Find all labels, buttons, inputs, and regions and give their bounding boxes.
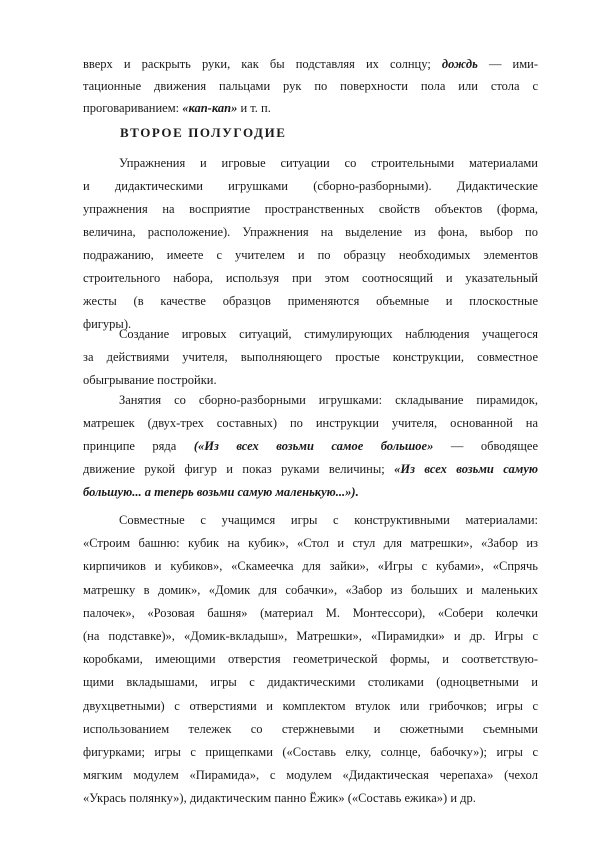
text-line: «Строим башню: кубик на кубик», «Стол и стул для матрешки», «Забор из (83, 536, 538, 551)
text-line: матрешку в домик», «Домик для собачки», «Забор из больших и маленьких (83, 582, 538, 597)
text-line: обыгрывание постройки. (83, 373, 217, 387)
text-line: Занятия со сборно-разборными игрушками: складывание пирамидок, (119, 393, 538, 407)
text-line: тационные движения пальцами рук по поверхности пола или стола с (83, 79, 538, 93)
text-line: матрешек (двух-трех составных) по инструкции учителя, основанной на (83, 416, 538, 430)
emphasis-span: «кап-кап» (182, 101, 238, 115)
text-line: кирпичиков и кубиков», «Скамеечка для зайки», «Игры с кубами», «Спрячь (83, 559, 538, 574)
text-span: и т. п. (240, 101, 271, 115)
emphasis-span: «Из всех возьми самую (394, 462, 539, 476)
text-line: Совместные с учащимся игры с конструктивными материалами: (119, 513, 538, 527)
text-line: двухцветными) с отверстиями и комплектом втулок или грибочков; игры с (83, 698, 538, 713)
section-heading: ВТОРОЕ ПОЛУГОДИЕ (120, 125, 287, 140)
text-line: упражнения на восприятие пространственных свойств объектов (форма, (83, 202, 538, 216)
text-span: — обводящее (450, 439, 538, 453)
text-line: большую... а теперь возьми самую маленькую...»). (83, 485, 359, 499)
text-line: за действиями учителя, выполняющего простые конструкции, совместное (83, 350, 538, 364)
text-line (83, 56, 538, 73)
text-line: щими вкладышами, игры с дидактическими столиками (одноцветными и (83, 675, 538, 690)
text-line: коробками, имеющими отверстия геометрической формы, и соответствую- (83, 652, 538, 667)
text-line: использованием тележек со стержневыми и сюжетными съемными (83, 721, 538, 736)
text-line: палочек», «Розовая башня» (материал М. Монтессори), «Собери колечки (83, 605, 538, 620)
text-line: жесты (в качестве образцов применяются объемные и плоскостные (83, 294, 538, 308)
text-line (83, 438, 538, 455)
text-line: строительного набора, используя при этом соотносящий и указательный (83, 271, 538, 285)
emphasis-span: («Из всех возьми самое большое» (193, 439, 434, 453)
text-span: вверх и раскрыть руки, как бы подставляя их солнцу; (83, 57, 431, 71)
text-line: Создание игровых ситуаций, стимулирующих наблюдения учащегося (119, 327, 538, 341)
text-span: движение рукой фигур и показ руками величины; (83, 462, 385, 476)
text-line: фигурками; игры с прищепками («Составь елку, солнце, бабочку»); игры с (83, 745, 538, 759)
text-line: Упражнения и игровые ситуации со строительными материалами (119, 156, 538, 170)
text-line (83, 100, 538, 117)
text-span: принципе ряда (83, 439, 177, 453)
text-line: величина, расположение). Упражнения на выделение из фона, выбор по (83, 225, 538, 239)
text-span: проговариванием: (83, 101, 180, 115)
text-line: «Укрась полянку»), дидактическим панно Ёжик» («Составь ежика») и др. (83, 791, 476, 806)
text-line: фигуры). (83, 317, 132, 331)
text-line: (на подставке)», «Домик-вкладыш», Матрешки», «Пирамидки» и др. Игры с (83, 629, 538, 643)
text-line (83, 461, 538, 478)
text-line: мягким модулем «Пирамида», с модулем «Дидактическая черепаха» (чехол (83, 768, 538, 783)
text-span: — ими- (488, 57, 538, 71)
text-line: подражанию, имеете с учителем и по образцу необходимых элементов (83, 248, 538, 262)
emphasis-span: дождь (441, 57, 478, 71)
text-line: и дидактическими игрушками (сборно-разборными). Дидактические (83, 179, 538, 193)
